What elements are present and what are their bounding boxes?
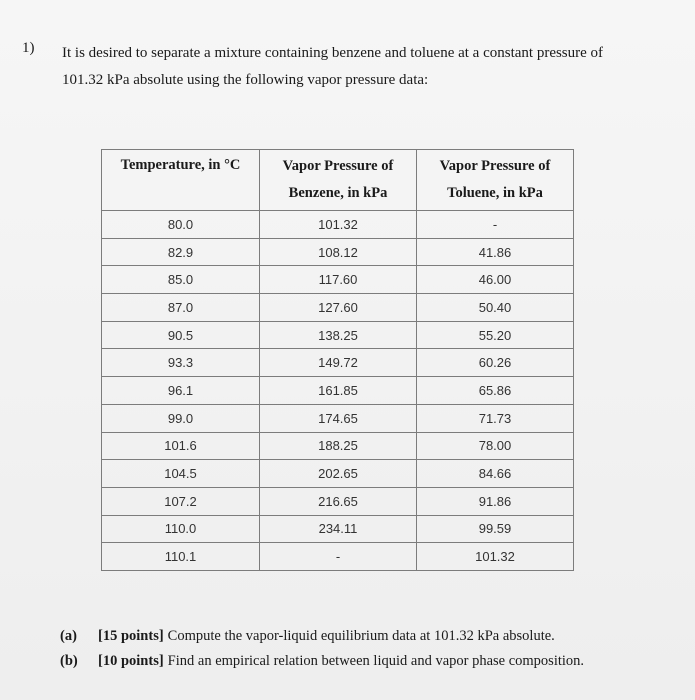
temperature-cell: 90.5 xyxy=(102,321,260,349)
temperature-cell: 101.6 xyxy=(102,432,260,460)
benzene-cell: 108.12 xyxy=(260,238,417,266)
toluene-cell: 78.00 xyxy=(417,432,574,460)
part-a-label: (a) xyxy=(60,628,77,644)
table-row xyxy=(102,460,574,488)
part-b-points: [10 points] xyxy=(98,653,164,669)
temperature-cell: 93.3 xyxy=(102,349,260,377)
table-row xyxy=(102,294,574,322)
toluene-cell: 91.86 xyxy=(417,487,574,515)
intro-line-2: 101.32 kPa absolute using the following vapor pressure data: xyxy=(62,72,429,88)
toluene-cell: 99.59 xyxy=(417,515,574,543)
benzene-cell: 202.65 xyxy=(260,460,417,488)
benzene-cell: 149.72 xyxy=(260,349,417,377)
table-row xyxy=(102,432,574,460)
benzene-cell: 117.60 xyxy=(260,266,417,294)
toluene-cell: 50.40 xyxy=(417,294,574,322)
vapor-pressure-table xyxy=(101,149,574,571)
table-row xyxy=(102,487,574,515)
header-toluene-line2: Toluene, in kPa xyxy=(447,185,543,201)
toluene-cell: - xyxy=(417,211,574,239)
toluene-cell: 65.86 xyxy=(417,377,574,405)
table-row xyxy=(102,266,574,294)
header-benzene-line1: Vapor Pressure of xyxy=(282,158,394,174)
benzene-cell: 188.25 xyxy=(260,432,417,460)
table-row xyxy=(102,321,574,349)
benzene-cell: 216.65 xyxy=(260,487,417,515)
intro-line-1: It is desired to separate a mixture containing benzene and toluene at a constant pressure of xyxy=(62,45,604,61)
table-row xyxy=(102,238,574,266)
table-row xyxy=(102,349,574,377)
part-a xyxy=(60,624,584,649)
toluene-cell: 101.32 xyxy=(417,543,574,571)
temperature-cell: 80.0 xyxy=(102,211,260,239)
toluene-cell: 60.26 xyxy=(417,349,574,377)
header-toluene-line1: Vapor Pressure of xyxy=(439,158,551,174)
temperature-cell: 110.1 xyxy=(102,543,260,571)
temperature-cell: 107.2 xyxy=(102,487,260,515)
part-b xyxy=(60,649,584,674)
temperature-cell: 96.1 xyxy=(102,377,260,405)
question-number: 1) xyxy=(22,40,35,56)
table-row xyxy=(102,404,574,432)
toluene-cell: 41.86 xyxy=(417,238,574,266)
toluene-cell: 46.00 xyxy=(417,266,574,294)
benzene-cell: 234.11 xyxy=(260,515,417,543)
header-temperature-label: Temperature, in °C xyxy=(120,157,241,173)
benzene-cell: 127.60 xyxy=(260,294,417,322)
benzene-cell: 138.25 xyxy=(260,321,417,349)
table-row xyxy=(102,211,574,239)
temperature-cell: 85.0 xyxy=(102,266,260,294)
header-benzene-line2: Benzene, in kPa xyxy=(288,185,388,201)
question-parts xyxy=(60,624,584,674)
header-benzene xyxy=(260,150,417,211)
benzene-cell: 101.32 xyxy=(260,211,417,239)
table-row xyxy=(102,543,574,571)
benzene-cell: 174.65 xyxy=(260,404,417,432)
question-intro xyxy=(62,40,682,94)
part-a-points: [15 points] xyxy=(98,628,164,644)
table-row xyxy=(102,515,574,543)
benzene-cell: 161.85 xyxy=(260,377,417,405)
temperature-cell: 104.5 xyxy=(102,460,260,488)
table-row xyxy=(102,377,574,405)
toluene-cell: 71.73 xyxy=(417,404,574,432)
part-a-text: Compute the vapor-liquid equilibrium data at 101.32 kPa absolute. xyxy=(167,628,555,644)
header-toluene xyxy=(417,150,574,211)
table-header-row xyxy=(102,150,574,211)
temperature-cell: 110.0 xyxy=(102,515,260,543)
header-temperature xyxy=(102,150,260,211)
part-b-text: Find an empirical relation between liquid and vapor phase composition. xyxy=(167,653,585,669)
toluene-cell: 84.66 xyxy=(417,460,574,488)
benzene-cell: - xyxy=(260,543,417,571)
temperature-cell: 87.0 xyxy=(102,294,260,322)
temperature-cell: 82.9 xyxy=(102,238,260,266)
toluene-cell: 55.20 xyxy=(417,321,574,349)
table-body xyxy=(102,211,574,571)
temperature-cell: 99.0 xyxy=(102,404,260,432)
part-b-label: (b) xyxy=(60,653,78,669)
